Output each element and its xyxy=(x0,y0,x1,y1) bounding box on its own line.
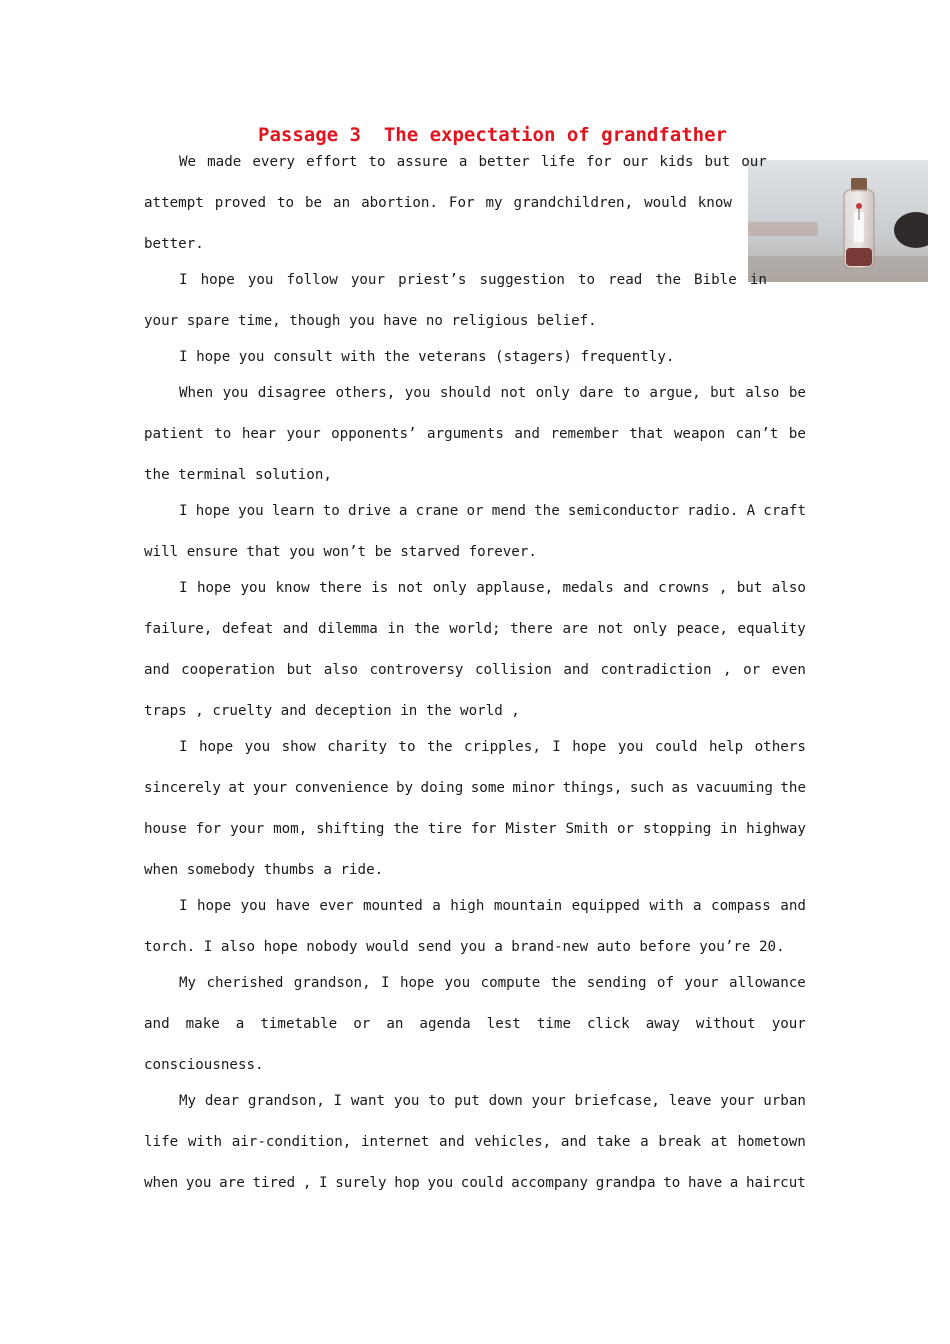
text-line: torch. I also hope nobody would send you a brand-new auto before you’re 20. xyxy=(144,939,785,955)
text-line: I hope you have ever mounted a high mountain equipped with a compass and xyxy=(179,898,806,914)
text-line: when you are tired , I surely hop you could accompany grandpa to have a haircut xyxy=(144,1175,806,1191)
text-line: I hope you follow your priest’s suggestion to read the Bible in xyxy=(179,272,767,288)
text-line: When you disagree others, you should not only dare to argue, but also be xyxy=(179,385,806,401)
passage-body xyxy=(144,149,806,1211)
passage-title: Passage 3 The expectation of grandfather xyxy=(258,124,727,146)
paragraph-10 xyxy=(144,1088,806,1211)
text-line: My dear grandson, I want you to put down your briefcase, leave your urban xyxy=(179,1093,806,1109)
paragraph-6 xyxy=(144,575,806,734)
text-line: We made every effort to assure a better life for our kids but our xyxy=(179,154,767,170)
paragraph-2 xyxy=(144,267,806,344)
text-line: life with air-condition, internet and vehicles, and take a break at hometown xyxy=(144,1134,806,1150)
text-line: attempt proved to be an abortion. For my grandchildren, would know xyxy=(144,195,732,211)
paragraph-4 xyxy=(144,380,806,498)
text-line: will ensure that you won’t be starved forever. xyxy=(144,544,537,560)
paragraph-8 xyxy=(144,893,806,970)
text-line: when somebody thumbs a ride. xyxy=(144,862,384,878)
text-line: and make a timetable or an agenda lest time click away without your xyxy=(144,1016,806,1032)
paragraph-9 xyxy=(144,970,806,1088)
text-line: and cooperation but also controversy collision and contradiction , or even xyxy=(144,662,806,678)
text-line: better. xyxy=(144,236,204,252)
text-line: patient to hear your opponents’ arguments and remember that weapon can’t be xyxy=(144,426,806,442)
text-line: I hope you consult with the veterans (stagers) frequently. xyxy=(179,349,675,365)
paragraph-5 xyxy=(144,498,806,575)
text-line: My cherished grandson, I hope you compute the sending of your allowance xyxy=(179,975,806,991)
text-line: traps , cruelty and deception in the world , xyxy=(144,703,520,719)
text-line: I hope you know there is not only applause, medals and crowns , but also xyxy=(179,580,806,596)
text-line: consciousness. xyxy=(144,1057,264,1073)
text-line: I hope you learn to drive a crane or mend the semiconductor radio. A craft xyxy=(179,503,806,519)
paragraph-7 xyxy=(144,734,806,893)
text-line: your spare time, though you have no religious belief. xyxy=(144,313,597,329)
text-line: I hope you show charity to the cripples, I hope you could help others xyxy=(179,739,806,755)
text-line: sincerely at your convenience by doing some minor things, such as vacuuming the xyxy=(144,780,806,796)
paragraph-1 xyxy=(144,149,806,267)
paragraph-3 xyxy=(144,344,806,380)
text-line: the terminal solution, xyxy=(144,467,332,483)
text-line: house for your mom, shifting the tire for Mister Smith or stopping in highway xyxy=(144,821,806,837)
text-line: failure, defeat and dilemma in the world; there are not only peace, equality xyxy=(144,621,806,637)
